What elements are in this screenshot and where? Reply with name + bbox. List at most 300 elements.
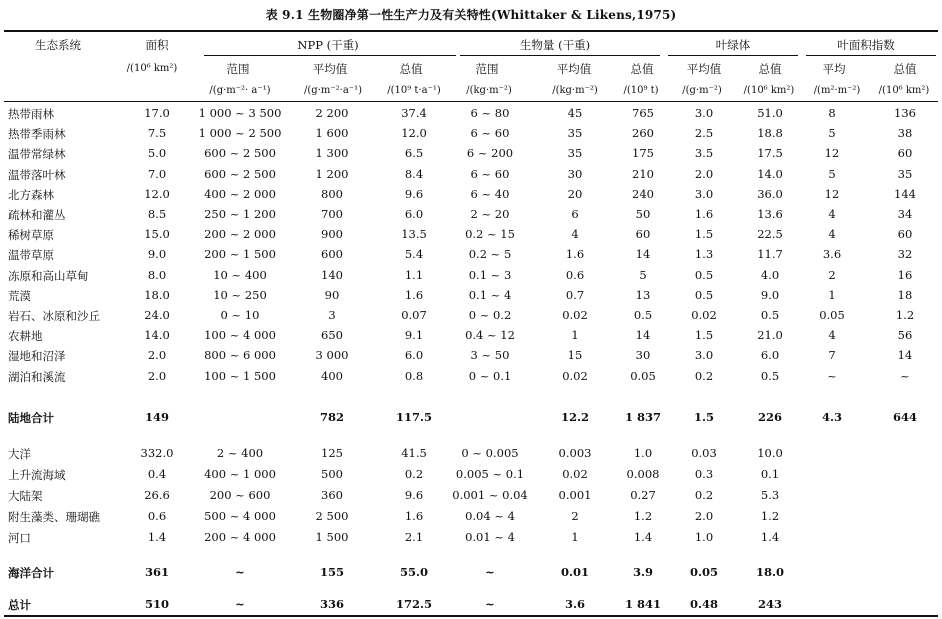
cell-area: 9.0 bbox=[147, 247, 167, 261]
header-area: 面积 bbox=[145, 38, 169, 52]
cell-lai-mean: 7 bbox=[828, 348, 836, 362]
cell-npp-mean: 155 bbox=[319, 565, 345, 579]
cell-chl-total: 0.1 bbox=[760, 467, 780, 481]
cell-chl-total: 18.8 bbox=[757, 126, 783, 140]
cell-chl-mean: 2.5 bbox=[694, 126, 714, 140]
table-caption: 表 9.1 生物圈净第一性生产力及有关特性(Whittaker & Likens,1975) bbox=[265, 8, 677, 22]
table-row bbox=[0, 509, 942, 527]
header-npp-mean-unit: /(g·m⁻²·a⁻¹) bbox=[304, 85, 362, 96]
table-row bbox=[0, 288, 942, 306]
cell-npp-total: 5.4 bbox=[404, 247, 424, 261]
cell-lai-total: 32 bbox=[897, 247, 913, 261]
cell-bio-range: 6 ~ 200 bbox=[466, 146, 514, 160]
cell-chl-mean: 0.03 bbox=[691, 446, 717, 460]
cell-ecosystem: 湿地和沼泽 bbox=[8, 349, 66, 363]
cell-area: 8.0 bbox=[147, 268, 167, 282]
cell-chl-mean: 2.0 bbox=[694, 509, 714, 523]
cell-lai-total: 56 bbox=[897, 328, 913, 342]
cell-npp-total: 0.8 bbox=[404, 369, 424, 383]
cell-bio-total: 765 bbox=[632, 106, 654, 120]
cell-bio-mean: 0.01 bbox=[560, 565, 590, 579]
cell-bio-mean: 1 bbox=[571, 530, 579, 544]
cell-ecosystem: 上升流海域 bbox=[8, 468, 66, 482]
cell-chl-mean: 0.2 bbox=[694, 369, 714, 383]
cell-chl-mean: 3.0 bbox=[694, 348, 714, 362]
cell-lai-mean: 5 bbox=[828, 167, 836, 181]
table-row bbox=[0, 446, 942, 464]
land-total-row bbox=[0, 410, 942, 428]
cell-bio-total: 60 bbox=[635, 227, 651, 241]
cell-npp-total: 6.0 bbox=[404, 348, 424, 362]
cell-chl-mean: 0.2 bbox=[694, 488, 714, 502]
cell-lai-mean: 4 bbox=[828, 227, 836, 241]
cell-npp-mean: 500 bbox=[321, 467, 343, 481]
cell-lai-total: 18 bbox=[897, 288, 913, 302]
cell-chl-total: 4.0 bbox=[760, 268, 780, 282]
header-chl-mean: 平均值 bbox=[686, 62, 722, 76]
cell-chl-mean: 1.3 bbox=[694, 247, 714, 261]
cell-lai-total: 1.2 bbox=[895, 308, 915, 322]
cell-npp-range: 10 ~ 400 bbox=[213, 268, 267, 282]
cell-bio-mean: 2 bbox=[571, 509, 579, 523]
cell-chl-total: 1.4 bbox=[760, 530, 780, 544]
cell-chl-total: 21.0 bbox=[757, 328, 783, 342]
cell-npp-total: 6.5 bbox=[404, 146, 424, 160]
cell-npp-range: 10 ~ 250 bbox=[213, 288, 267, 302]
cell-bio-mean: 30 bbox=[567, 167, 583, 181]
table-row bbox=[0, 247, 942, 265]
cell-npp-mean: 2 500 bbox=[315, 509, 349, 523]
cell-chl-total: 243 bbox=[757, 597, 783, 611]
cell-lai-mean: 8 bbox=[828, 106, 836, 120]
cell-area: 15.0 bbox=[144, 227, 170, 241]
cell-chl-total: 226 bbox=[757, 410, 783, 424]
cell-bio-total: 13 bbox=[635, 288, 651, 302]
cell-bio-total: 240 bbox=[632, 187, 654, 201]
cell-bio-total: 30 bbox=[635, 348, 651, 362]
cell-npp-range: 0 ~ 10 bbox=[220, 308, 260, 322]
header-npp-range: 范围 bbox=[226, 62, 250, 76]
cell-npp-range: 500 ~ 4 000 bbox=[204, 509, 276, 523]
cell-bio-mean: 0.7 bbox=[565, 288, 585, 302]
cell-ecosystem: 稀树草原 bbox=[8, 228, 54, 242]
cell-bio-mean: 1 bbox=[571, 328, 579, 342]
grand-total-row bbox=[0, 597, 942, 615]
header-bio-range-unit: /(kg·m⁻²) bbox=[466, 85, 512, 96]
cell-bio-mean: 35 bbox=[567, 126, 583, 140]
cell-area: 2.0 bbox=[147, 348, 167, 362]
cell-npp-mean: 782 bbox=[319, 410, 345, 424]
cell-bio-mean: 15 bbox=[567, 348, 583, 362]
bottom-rule bbox=[4, 615, 938, 617]
cell-bio-range: 6 ~ 60 bbox=[470, 126, 510, 140]
cell-bio-range: 6 ~ 60 bbox=[470, 167, 510, 181]
cell-area: 26.6 bbox=[144, 488, 170, 502]
cell-lai-total: 644 bbox=[892, 410, 918, 424]
header-chl-total: 总值 bbox=[758, 62, 782, 76]
cell-lai-mean: 4 bbox=[828, 328, 836, 342]
cell-npp-total: 37.4 bbox=[401, 106, 427, 120]
cell-npp-range: ~ bbox=[235, 565, 245, 579]
cell-lai-mean: 4 bbox=[828, 207, 836, 221]
cell-lai-mean: 3.6 bbox=[822, 247, 842, 261]
cell-bio-mean: 0.003 bbox=[558, 446, 592, 460]
cell-ecosystem: 温带常绿林 bbox=[8, 147, 66, 161]
cell-bio-total: 0.05 bbox=[630, 369, 656, 383]
cell-area: 361 bbox=[144, 565, 170, 579]
cell-npp-total: 8.4 bbox=[404, 167, 424, 181]
cell-bio-total: 175 bbox=[632, 146, 654, 160]
cell-chl-total: 51.0 bbox=[757, 106, 783, 120]
cell-bio-range: 6 ~ 80 bbox=[470, 106, 510, 120]
cell-chl-total: 10.0 bbox=[757, 446, 783, 460]
cell-npp-mean: 600 bbox=[321, 247, 343, 261]
cell-lai-mean: 2 bbox=[828, 268, 836, 282]
cell-bio-range: 0.01 ~ 4 bbox=[465, 530, 515, 544]
cell-bio-mean: 3.6 bbox=[564, 597, 586, 611]
cell-npp-range: 200 ~ 4 000 bbox=[204, 530, 276, 544]
cell-npp-range: 200 ~ 1 500 bbox=[204, 247, 276, 261]
cell-bio-mean: 1.6 bbox=[565, 247, 585, 261]
cell-area: 332.0 bbox=[140, 446, 174, 460]
cell-chl-mean: 1.6 bbox=[694, 207, 714, 221]
lai-group-rule bbox=[806, 55, 936, 56]
cell-area: 1.4 bbox=[147, 530, 167, 544]
cell-area: 18.0 bbox=[144, 288, 170, 302]
cell-bio-total: 50 bbox=[635, 207, 651, 221]
cell-bio-mean: 0.001 bbox=[558, 488, 592, 502]
cell-npp-range: 100 ~ 4 000 bbox=[204, 328, 276, 342]
cell-npp-total: 12.0 bbox=[401, 126, 427, 140]
cell-bio-mean: 0.6 bbox=[565, 268, 585, 282]
table-row bbox=[0, 308, 942, 326]
cell-ecosystem: 热带雨林 bbox=[8, 107, 54, 121]
cell-npp-range: 400 ~ 2 000 bbox=[204, 187, 276, 201]
cell-npp-range: 800 ~ 6 000 bbox=[204, 348, 276, 362]
cell-bio-mean: 45 bbox=[567, 106, 583, 120]
cell-npp-total: 0.07 bbox=[401, 308, 427, 322]
header-npp-mean: 平均值 bbox=[312, 62, 348, 76]
cell-ecosystem: 附生藻类、珊瑚礁 bbox=[8, 510, 100, 524]
header-npp-range-unit: /(g·m⁻²· a⁻¹) bbox=[209, 85, 271, 96]
header-lai-total-unit: /(10⁶ km²) bbox=[878, 85, 930, 96]
cell-ecosystem: 海洋合计 bbox=[8, 566, 54, 580]
cell-npp-mean: 400 bbox=[321, 369, 343, 383]
table-row bbox=[0, 369, 942, 387]
cell-area: 14.0 bbox=[144, 328, 170, 342]
cell-npp-total: 1.1 bbox=[404, 268, 424, 282]
cell-lai-total: 144 bbox=[894, 187, 916, 201]
cell-chl-total: 0.5 bbox=[760, 369, 780, 383]
cell-npp-mean: 125 bbox=[321, 446, 343, 460]
cell-bio-total: 1 837 bbox=[624, 410, 662, 424]
cell-ecosystem: 湖泊和溪流 bbox=[8, 370, 66, 384]
cell-chl-total: 36.0 bbox=[757, 187, 783, 201]
header-bio-mean: 平均值 bbox=[556, 62, 592, 76]
cell-chl-mean: 1.5 bbox=[694, 227, 714, 241]
cell-bio-total: 210 bbox=[632, 167, 654, 181]
cell-bio-mean: 12.2 bbox=[560, 410, 590, 424]
cell-npp-mean: 1 300 bbox=[315, 146, 349, 160]
cell-area: 149 bbox=[144, 410, 170, 424]
cell-ecosystem: 北方森林 bbox=[8, 188, 54, 202]
cell-lai-total: 136 bbox=[894, 106, 916, 120]
cell-npp-mean: 650 bbox=[321, 328, 343, 342]
cell-chl-mean: 0.3 bbox=[694, 467, 714, 481]
cell-ecosystem: 温带草原 bbox=[8, 248, 54, 262]
cell-bio-total: 5 bbox=[639, 268, 647, 282]
table-row bbox=[0, 207, 942, 225]
cell-bio-range: 0.001 ~ 0.04 bbox=[452, 488, 528, 502]
header-bio-total-unit: /(10⁹ t) bbox=[623, 85, 659, 96]
cell-chl-mean: 0.5 bbox=[694, 288, 714, 302]
cell-ecosystem: 总计 bbox=[8, 598, 31, 612]
cell-bio-total: 260 bbox=[632, 126, 654, 140]
cell-npp-mean: 3 bbox=[328, 308, 336, 322]
cell-npp-mean: 90 bbox=[324, 288, 340, 302]
table-row bbox=[0, 187, 942, 205]
cell-chl-total: 22.5 bbox=[757, 227, 783, 241]
cell-area: 7.0 bbox=[147, 167, 167, 181]
cell-bio-range: 0.2 ~ 5 bbox=[468, 247, 512, 261]
cell-bio-mean: 35 bbox=[567, 146, 583, 160]
cell-npp-total: 1.6 bbox=[404, 288, 424, 302]
cell-ecosystem: 岩石、冰原和沙丘 bbox=[8, 309, 100, 323]
cell-npp-total: 1.6 bbox=[404, 509, 424, 523]
cell-bio-total: 14 bbox=[635, 328, 651, 342]
cell-npp-mean: 1 500 bbox=[315, 530, 349, 544]
cell-npp-total: 9.1 bbox=[404, 328, 424, 342]
cell-ecosystem: 河口 bbox=[8, 531, 31, 545]
cell-chl-total: 13.6 bbox=[757, 207, 783, 221]
cell-npp-range: ~ bbox=[235, 597, 245, 611]
cell-bio-range: 6 ~ 40 bbox=[470, 187, 510, 201]
cell-lai-mean: 1 bbox=[828, 288, 836, 302]
cell-bio-total: 1.2 bbox=[633, 509, 653, 523]
cell-npp-mean: 2 200 bbox=[315, 106, 349, 120]
header-npp: NPP (干重) bbox=[297, 38, 359, 52]
cell-npp-range: 600 ~ 2 500 bbox=[204, 146, 276, 160]
cell-npp-mean: 1 600 bbox=[315, 126, 349, 140]
cell-area: 0.4 bbox=[147, 467, 167, 481]
cell-npp-range: 400 ~ 1 000 bbox=[204, 467, 276, 481]
cell-lai-total: 35 bbox=[897, 167, 913, 181]
cell-npp-total: 41.5 bbox=[401, 446, 427, 460]
cell-ecosystem: 热带季雨林 bbox=[8, 127, 66, 141]
header-bio-range: 范围 bbox=[475, 62, 499, 76]
header-ecosystem: 生态系统 bbox=[35, 38, 81, 52]
header-lai-mean-unit: /(m²·m⁻²) bbox=[813, 85, 861, 96]
cell-npp-mean: 360 bbox=[321, 488, 343, 502]
top-rule bbox=[4, 30, 938, 32]
table-row bbox=[0, 530, 942, 548]
cell-area: 24.0 bbox=[144, 308, 170, 322]
cell-npp-total: 117.5 bbox=[395, 410, 433, 424]
ocean-total-row bbox=[0, 565, 942, 583]
cell-chl-total: 14.0 bbox=[757, 167, 783, 181]
cell-npp-total: 0.2 bbox=[404, 467, 424, 481]
cell-area: 2.0 bbox=[147, 369, 167, 383]
chlorophyll-group-rule bbox=[668, 55, 798, 56]
table-row bbox=[0, 268, 942, 286]
cell-lai-mean: 0.05 bbox=[819, 308, 845, 322]
header-npp-total-unit: /(10⁹ t·a⁻¹) bbox=[387, 85, 441, 96]
cell-area: 12.0 bbox=[144, 187, 170, 201]
table-row bbox=[0, 488, 942, 506]
header-bio-mean-unit: /(kg·m⁻²) bbox=[552, 85, 598, 96]
cell-area: 7.5 bbox=[147, 126, 167, 140]
header-chl-total-unit: /(10⁶ km²) bbox=[743, 85, 795, 96]
cell-ecosystem: 农耕地 bbox=[8, 329, 43, 343]
cell-npp-range: 600 ~ 2 500 bbox=[204, 167, 276, 181]
cell-lai-mean: 4.3 bbox=[821, 410, 843, 424]
cell-npp-mean: 900 bbox=[321, 227, 343, 241]
cell-bio-mean: 0.02 bbox=[562, 308, 588, 322]
cell-bio-total: 0.5 bbox=[633, 308, 653, 322]
cell-chl-total: 11.7 bbox=[757, 247, 783, 261]
cell-npp-total: 6.0 bbox=[404, 207, 424, 221]
cell-bio-mean: 4 bbox=[571, 227, 579, 241]
cell-ecosystem: 陆地合计 bbox=[8, 411, 54, 425]
cell-ecosystem: 温带落叶林 bbox=[8, 168, 66, 182]
cell-chl-total: 18.0 bbox=[755, 565, 785, 579]
cell-bio-mean: 6 bbox=[571, 207, 579, 221]
cell-bio-total: 1.4 bbox=[633, 530, 653, 544]
cell-bio-total: 14 bbox=[635, 247, 651, 261]
cell-chl-total: 1.2 bbox=[760, 509, 780, 523]
cell-area: 17.0 bbox=[144, 106, 170, 120]
cell-bio-range: 0.005 ~ 0.1 bbox=[455, 467, 525, 481]
cell-bio-total: 0.008 bbox=[626, 467, 660, 481]
table-row bbox=[0, 328, 942, 346]
cell-chl-mean: 2.0 bbox=[694, 167, 714, 181]
cell-npp-range: 200 ~ 600 bbox=[209, 488, 271, 502]
cell-bio-total: 1 841 bbox=[624, 597, 662, 611]
cell-bio-range: 0.2 ~ 15 bbox=[465, 227, 515, 241]
header-chlorophyll: 叶绿体 bbox=[715, 38, 751, 52]
cell-bio-mean: 0.02 bbox=[562, 467, 588, 481]
cell-lai-mean: 12 bbox=[824, 187, 840, 201]
table-row bbox=[0, 348, 942, 366]
cell-lai-mean: ~ bbox=[827, 369, 837, 383]
cell-bio-total: 0.27 bbox=[630, 488, 656, 502]
cell-npp-total: 2.1 bbox=[404, 530, 424, 544]
header-biomass: 生物量 (干重) bbox=[519, 38, 591, 52]
cell-npp-total: 55.0 bbox=[399, 565, 429, 579]
header-bio-total: 总值 bbox=[630, 62, 654, 76]
cell-bio-mean: 20 bbox=[567, 187, 583, 201]
table-row bbox=[0, 167, 942, 185]
cell-area: 5.0 bbox=[147, 146, 167, 160]
table-row bbox=[0, 126, 942, 144]
cell-npp-total: 13.5 bbox=[401, 227, 427, 241]
cell-npp-mean: 336 bbox=[319, 597, 345, 611]
header-area-unit: /(10⁶ km²) bbox=[126, 63, 178, 74]
cell-bio-range: 2 ~ 20 bbox=[470, 207, 510, 221]
cell-npp-range: 100 ~ 1 500 bbox=[204, 369, 276, 383]
cell-chl-total: 6.0 bbox=[760, 348, 780, 362]
cell-chl-mean: 0.5 bbox=[694, 268, 714, 282]
cell-bio-total: 3.9 bbox=[632, 565, 654, 579]
cell-npp-mean: 700 bbox=[321, 207, 343, 221]
cell-chl-mean: 3.5 bbox=[694, 146, 714, 160]
cell-ecosystem: 大洋 bbox=[8, 447, 31, 461]
cell-bio-range: 0.1 ~ 4 bbox=[468, 288, 512, 302]
cell-bio-range: ~ bbox=[485, 565, 495, 579]
cell-chl-mean: 1.5 bbox=[693, 410, 715, 424]
cell-ecosystem: 荒漠 bbox=[8, 289, 31, 303]
cell-chl-mean: 3.0 bbox=[694, 187, 714, 201]
header-lai-mean: 平均 bbox=[822, 62, 846, 76]
cell-bio-range: 0 ~ 0.2 bbox=[468, 308, 512, 322]
table-row bbox=[0, 106, 942, 124]
cell-bio-total: 1.0 bbox=[633, 446, 653, 460]
npp-group-rule bbox=[204, 55, 456, 56]
header-chl-mean-unit: /(g·m⁻²) bbox=[682, 85, 722, 96]
cell-ecosystem: 疏林和灌丛 bbox=[8, 208, 66, 222]
cell-lai-total: 34 bbox=[897, 207, 913, 221]
cell-npp-range: 2 ~ 400 bbox=[216, 446, 264, 460]
table-row bbox=[0, 227, 942, 245]
cell-chl-mean: 1.0 bbox=[694, 530, 714, 544]
cell-npp-mean: 140 bbox=[321, 268, 343, 282]
cell-bio-range: 0.4 ~ 12 bbox=[465, 328, 515, 342]
cell-chl-mean: 0.02 bbox=[691, 308, 717, 322]
cell-ecosystem: 冻原和高山草甸 bbox=[8, 269, 89, 283]
cell-npp-range: 1 000 ~ 2 500 bbox=[198, 126, 282, 140]
cell-chl-mean: 3.0 bbox=[694, 106, 714, 120]
cell-npp-mean: 800 bbox=[321, 187, 343, 201]
cell-lai-mean: 5 bbox=[828, 126, 836, 140]
cell-lai-mean: 12 bbox=[824, 146, 840, 160]
cell-lai-total: 16 bbox=[897, 268, 913, 282]
cell-npp-range: 1 000 ~ 3 500 bbox=[198, 106, 282, 120]
cell-bio-range: 0.1 ~ 3 bbox=[468, 268, 512, 282]
cell-bio-range: 0 ~ 0.1 bbox=[468, 369, 512, 383]
cell-npp-mean: 1 200 bbox=[315, 167, 349, 181]
cell-ecosystem: 大陆架 bbox=[8, 489, 43, 503]
cell-chl-total: 17.5 bbox=[757, 146, 783, 160]
cell-npp-total: 9.6 bbox=[404, 187, 424, 201]
cell-npp-range: 200 ~ 2 000 bbox=[204, 227, 276, 241]
header-rule bbox=[4, 101, 938, 102]
cell-chl-total: 9.0 bbox=[760, 288, 780, 302]
cell-npp-total: 172.5 bbox=[395, 597, 433, 611]
header-lai: 叶面积指数 bbox=[837, 38, 895, 52]
cell-chl-mean: 1.5 bbox=[694, 328, 714, 342]
cell-npp-range: 250 ~ 1 200 bbox=[204, 207, 276, 221]
table-row bbox=[0, 467, 942, 485]
cell-area: 8.5 bbox=[147, 207, 167, 221]
cell-bio-mean: 0.02 bbox=[562, 369, 588, 383]
cell-area: 0.6 bbox=[147, 509, 167, 523]
cell-bio-range: 0.04 ~ 4 bbox=[465, 509, 515, 523]
cell-lai-total: 60 bbox=[897, 146, 913, 160]
cell-npp-mean: 3 000 bbox=[315, 348, 349, 362]
header-lai-total: 总值 bbox=[893, 62, 917, 76]
header-npp-total: 总值 bbox=[399, 62, 423, 76]
cell-lai-total: 38 bbox=[897, 126, 913, 140]
cell-chl-total: 5.3 bbox=[760, 488, 780, 502]
cell-lai-total: ~ bbox=[900, 369, 910, 383]
cell-bio-range: ~ bbox=[485, 597, 495, 611]
cell-chl-mean: 0.48 bbox=[689, 597, 719, 611]
cell-npp-total: 9.6 bbox=[404, 488, 424, 502]
cell-bio-range: 0 ~ 0.005 bbox=[461, 446, 519, 460]
cell-lai-total: 60 bbox=[897, 227, 913, 241]
biomass-group-rule bbox=[460, 55, 660, 56]
cell-bio-range: 3 ~ 50 bbox=[470, 348, 510, 362]
